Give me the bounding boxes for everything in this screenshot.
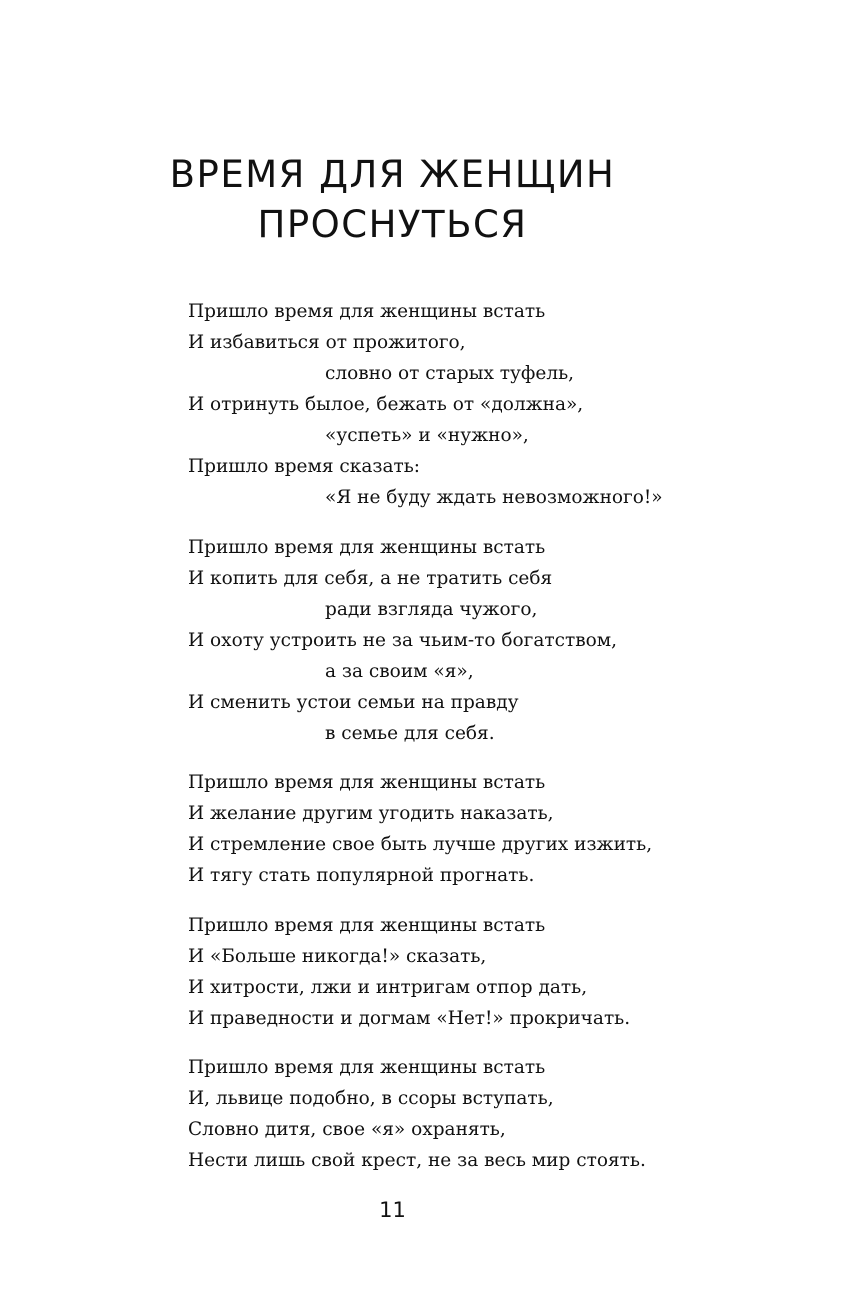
poem-line: И стремление свое быть лучше других изжить,	[188, 834, 653, 855]
poem-line: Нести лишь свой крест, не за весь мир стоять.	[188, 1150, 646, 1171]
poem-line: Пришло время для женщины встать	[188, 536, 546, 558]
poem-line: И избавиться от прожитого,	[188, 332, 466, 353]
poem-line: а за своим «я»,	[325, 660, 474, 682]
poem-line: «Я не буду ждать невозможного!»	[325, 487, 663, 508]
poem-line: И копить для себя, а не тратить себя	[188, 567, 553, 589]
poem-line: И тягу стать популярной прогнать.	[188, 865, 535, 886]
poem-line: И отринуть былое, бежать от «должна»,	[188, 394, 584, 415]
poem-line: И хитрости, лжи и интригам отпор дать,	[188, 976, 588, 998]
poem-line: Пришло время для женщины встать	[188, 914, 546, 936]
poem-line: «успеть» и «нужно»,	[325, 425, 529, 446]
page-number: 11	[379, 1198, 406, 1222]
poem-line: Словно дитя, свое «я» охранять,	[188, 1119, 506, 1140]
stanza-5	[188, 1052, 808, 1176]
poem-title	[0, 150, 785, 250]
poem-line: И сменить устои семьи на правду	[188, 691, 519, 713]
poem-line: И желание другим угодить наказать,	[188, 803, 554, 824]
stanza-4	[188, 910, 808, 1034]
poem-line: И, львице подобно, в ссоры вступать,	[188, 1088, 554, 1109]
poem-line: И праведности и догмам «Нет!» прокричать.	[188, 1007, 631, 1029]
poem-line: в семье для себя.	[325, 722, 495, 744]
poem-line: Пришло время для женщины встать	[188, 772, 546, 793]
stanza-2	[188, 532, 808, 749]
poem-line: Пришло время сказать:	[188, 456, 421, 477]
stanza-3	[188, 767, 808, 891]
poem-line: Пришло время для женщины встать	[188, 1057, 546, 1078]
poem-line: ради взгляда чужого,	[325, 598, 538, 620]
poem-title-line-2: ПРОСНУТЬСЯ	[257, 203, 528, 246]
poem-title-line-1: ВРЕМЯ ДЛЯ ЖЕНЩИН	[169, 153, 616, 196]
poem-line: словно от старых туфель,	[325, 363, 575, 384]
poem-line: И охоту устроить не за чьим-то богатством,	[188, 629, 618, 651]
poem-body	[188, 296, 808, 1195]
stanza-1	[188, 296, 808, 513]
poem-line: И «Больше никогда!» сказать,	[188, 945, 487, 967]
poem-line: Пришло время для женщины встать	[188, 301, 546, 322]
